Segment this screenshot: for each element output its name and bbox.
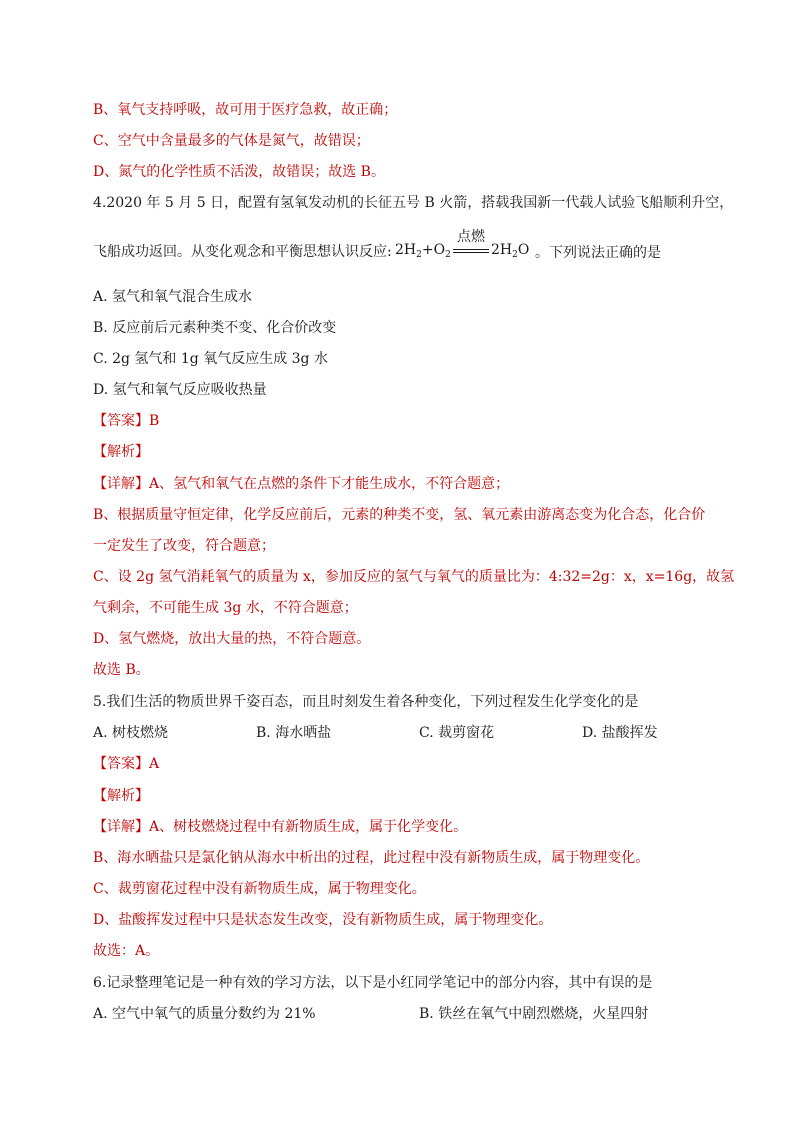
question-6-stem: 6.记录整理笔记是一种有效的学习方法，以下是小红同学笔记中的部分内容，其中有误的是 — [93, 975, 653, 991]
answer-label: 【答案】B — [93, 413, 160, 429]
option-a: A. 空气中氧气的质量分数约为 21% — [93, 1006, 316, 1022]
answer-label: 【答案】A — [93, 756, 160, 772]
option-d: D. 盐酸挥发 — [582, 725, 658, 741]
option-c: C. 裁剪窗花 — [419, 725, 495, 741]
equation-condition: 点燃 — [457, 229, 485, 245]
explanation-line: B、氧气支持呼吸，故可用于医疗急救，故正确； — [93, 102, 398, 118]
explanation-line: D、氢气燃烧，放出大量的热，不符合题意。 — [93, 631, 371, 647]
question-4-stem-tail: 。下列说法正确的是 — [535, 245, 661, 261]
analysis-label: 【解析】 — [93, 444, 149, 460]
option-b: B. 铁丝在氧气中剧烈燃烧，火星四射 — [419, 1006, 649, 1022]
explanation-line: 故选 B。 — [93, 662, 150, 678]
explanation-line: C、设 2g 氢气消耗氧气的质量为 x，参加反应的氢气与氧气的质量比为：4:32=2g：x，x=16g，故氢 — [93, 569, 735, 585]
option-a: A. 树枝燃烧 — [93, 725, 169, 741]
analysis-label: 【解析】 — [93, 788, 149, 804]
option-d: D. 氢气和氧气反应吸收热量 — [93, 382, 267, 398]
explanation-line: 一定发生了改变，符合题意； — [93, 538, 275, 554]
equation-reactants: $2H_2+O_2$ — [395, 242, 451, 260]
explanation-line: B、海水晒盐只是氯化钠从海水中析出的过程，此过程中没有新物质生成，属于物理变化。 — [93, 850, 650, 866]
option-b: B. 反应前后元素种类不变、化合价改变 — [93, 320, 337, 336]
equation-equals-bar — [453, 249, 489, 253]
explanation-line: 气剩余，不可能生成 3g 水，不符合题意； — [93, 600, 358, 616]
explanation-line: B、根据质量守恒定律，化学反应前后，元素的种类不变，氢、氧元素由游离态变为化合态，化合价 — [93, 507, 706, 523]
explanation-line: 故选：A。 — [93, 943, 160, 959]
equation-product: $2H_2O$ — [491, 242, 530, 260]
option-c: C. 2g 氢气和 1g 氧气反应生成 3g 水 — [93, 351, 328, 367]
explanation-line: C、裁剪窗花过程中没有新物质生成，属于物理变化。 — [93, 881, 426, 897]
explanation-line: D、盐酸挥发过程中只是状态发生改变，没有新物质生成，属于物理变化。 — [93, 912, 553, 928]
option-b: B. 海水晒盐 — [256, 725, 332, 741]
option-a: A. 氢气和氧气混合生成水 — [93, 289, 253, 305]
explanation-line: D、氮气的化学性质不活泼，故错误；故选 B。 — [93, 164, 385, 180]
question-4-stem-cont: 飞船成功返回。从变化观念和平衡思想认识反应: — [93, 244, 392, 260]
explanation-line: C、空气中含量最多的气体是氮气，故错误； — [93, 133, 370, 149]
explanation-line: 【详解】A、树枝燃烧过程中有新物质生成，属于化学变化。 — [93, 819, 468, 835]
explanation-line: 【详解】A、氢气和氧气在点燃的条件下才能生成水，不符合题意； — [93, 476, 510, 492]
question-5-stem: 5.我们生活的物质世界千姿百态，而且时刻发生着各种变化，下列过程发生化学变化的是 — [93, 694, 639, 710]
question-4-stem: 4.2020 年 5 月 5 日，配置有氢氧发动机的长征五号 B 火箭，搭载我国新一代载人试验飞船顺利升空， — [93, 195, 734, 211]
